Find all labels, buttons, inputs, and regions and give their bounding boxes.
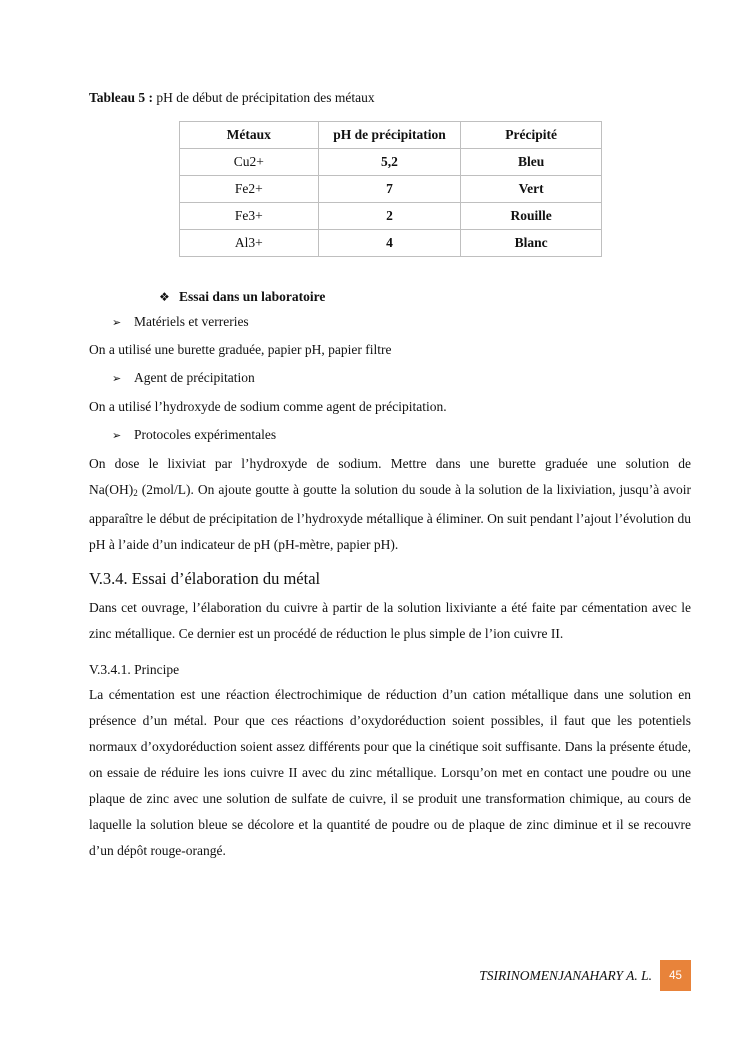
bullet-agent xyxy=(112,369,255,388)
arrow-bullet-icon: ➢ xyxy=(112,429,122,442)
bullet-materials-text: Matériels et verreries xyxy=(134,314,249,329)
header-ph: pH de précipitation xyxy=(318,122,461,149)
precipitation-table xyxy=(179,121,602,257)
naoh-formula: Na(OH) xyxy=(89,482,134,497)
cell-ph: 2 xyxy=(318,203,461,230)
bullet-materials xyxy=(112,313,249,332)
cell-ph: 7 xyxy=(318,176,461,203)
paragraph-principle: La cémentation est une réaction électrochimique de réduction d’un cation métallique dans une solution en présence d’un métal. Pour que ces réactions d’oxydoréduction soient possibles, il faut que les potentiels normaux d’oxydoréduction soient assez différents pour que la cinétique soit suffisante. Dans la présente étude, on essaie de réduire les ions cuivre II avec du zinc métallique. Lorsqu’on met en contact une poudre ou une plaque de zinc avec une solution de sulfate de cuivre, il se produit une transformation chimique, au cours de laquelle la solution bleue se décolore et la quantité de poudre ou de plaque de zinc diminue et il se recouvre d’un dépôt rouge-orangé. xyxy=(89,687,691,858)
page-number: 45 xyxy=(660,960,691,991)
lab-heading xyxy=(159,288,325,306)
cell-precipitate: Rouille xyxy=(461,203,602,230)
protocols-rest: (2mol/L). On ajoute goutte à goutte la solution du soude à la solution de la lixiviation, jusqu’à avoir apparaître le début de précipitation de l’hydroxyde métallique à éliminer. On suit pendant l’ajout l’évolution du pH à l’aide d’un indicateur de pH (pH-mètre, papier pH). xyxy=(89,482,691,552)
bullet-protocols xyxy=(112,426,276,445)
lab-heading-text: Essai dans un laboratoire xyxy=(179,289,326,304)
section-title: V.3.4. Essai d’élaboration du métal xyxy=(89,569,321,588)
paragraph-protocols-line1: On dose le lixiviat par l’hydroxyde de sodium. Mettre dans une burette graduée une solution de xyxy=(89,456,691,471)
paragraph-protocols xyxy=(89,477,691,558)
table-row xyxy=(180,149,602,176)
table-row xyxy=(180,230,602,257)
arrow-bullet-icon: ➢ xyxy=(112,316,122,329)
header-precipitate: Précipité xyxy=(461,122,602,149)
naoh-subscript: 2 xyxy=(133,488,138,498)
paragraph-materials: On a utilisé une burette graduée, papier pH, papier filtre xyxy=(89,342,392,357)
caption-text: pH de début de précipitation des métaux xyxy=(153,90,375,105)
header-metals: Métaux xyxy=(180,122,319,149)
cell-metal: Fe3+ xyxy=(180,203,319,230)
subsection-title: V.3.4.1. Principe xyxy=(89,662,180,677)
cell-metal: Fe2+ xyxy=(180,176,319,203)
paragraph-agent: On a utilisé l’hydroxyde de sodium comme agent de précipitation. xyxy=(89,399,447,414)
caption-label: Tableau 5 : xyxy=(89,90,154,105)
cell-metal: Al3+ xyxy=(180,230,319,257)
table-caption xyxy=(89,89,375,107)
footer-author: TSIRINOMENJANAHARY A. L. xyxy=(479,967,652,983)
table-row xyxy=(180,176,602,203)
bullet-protocols-text: Protocoles expérimentales xyxy=(134,427,277,442)
cell-precipitate: Bleu xyxy=(461,149,602,176)
cell-ph: 4 xyxy=(318,230,461,257)
cell-precipitate: Blanc xyxy=(461,230,602,257)
table-header-row xyxy=(180,122,602,149)
cell-metal: Cu2+ xyxy=(180,149,319,176)
paragraph-section: Dans cet ouvrage, l’élaboration du cuivre à partir de la solution lixiviante a été faite par cémentation avec le zinc métallique. Ce dernier est un procédé de réduction le plus simple de l’ion cuivre II. xyxy=(89,600,691,641)
diamond-bullet-icon: ❖ xyxy=(159,290,170,304)
page-footer xyxy=(479,960,691,991)
cell-ph: 5,2 xyxy=(318,149,461,176)
bullet-agent-text: Agent de précipitation xyxy=(134,370,255,385)
table-row xyxy=(180,203,602,230)
cell-precipitate: Vert xyxy=(461,176,602,203)
arrow-bullet-icon: ➢ xyxy=(112,372,122,385)
